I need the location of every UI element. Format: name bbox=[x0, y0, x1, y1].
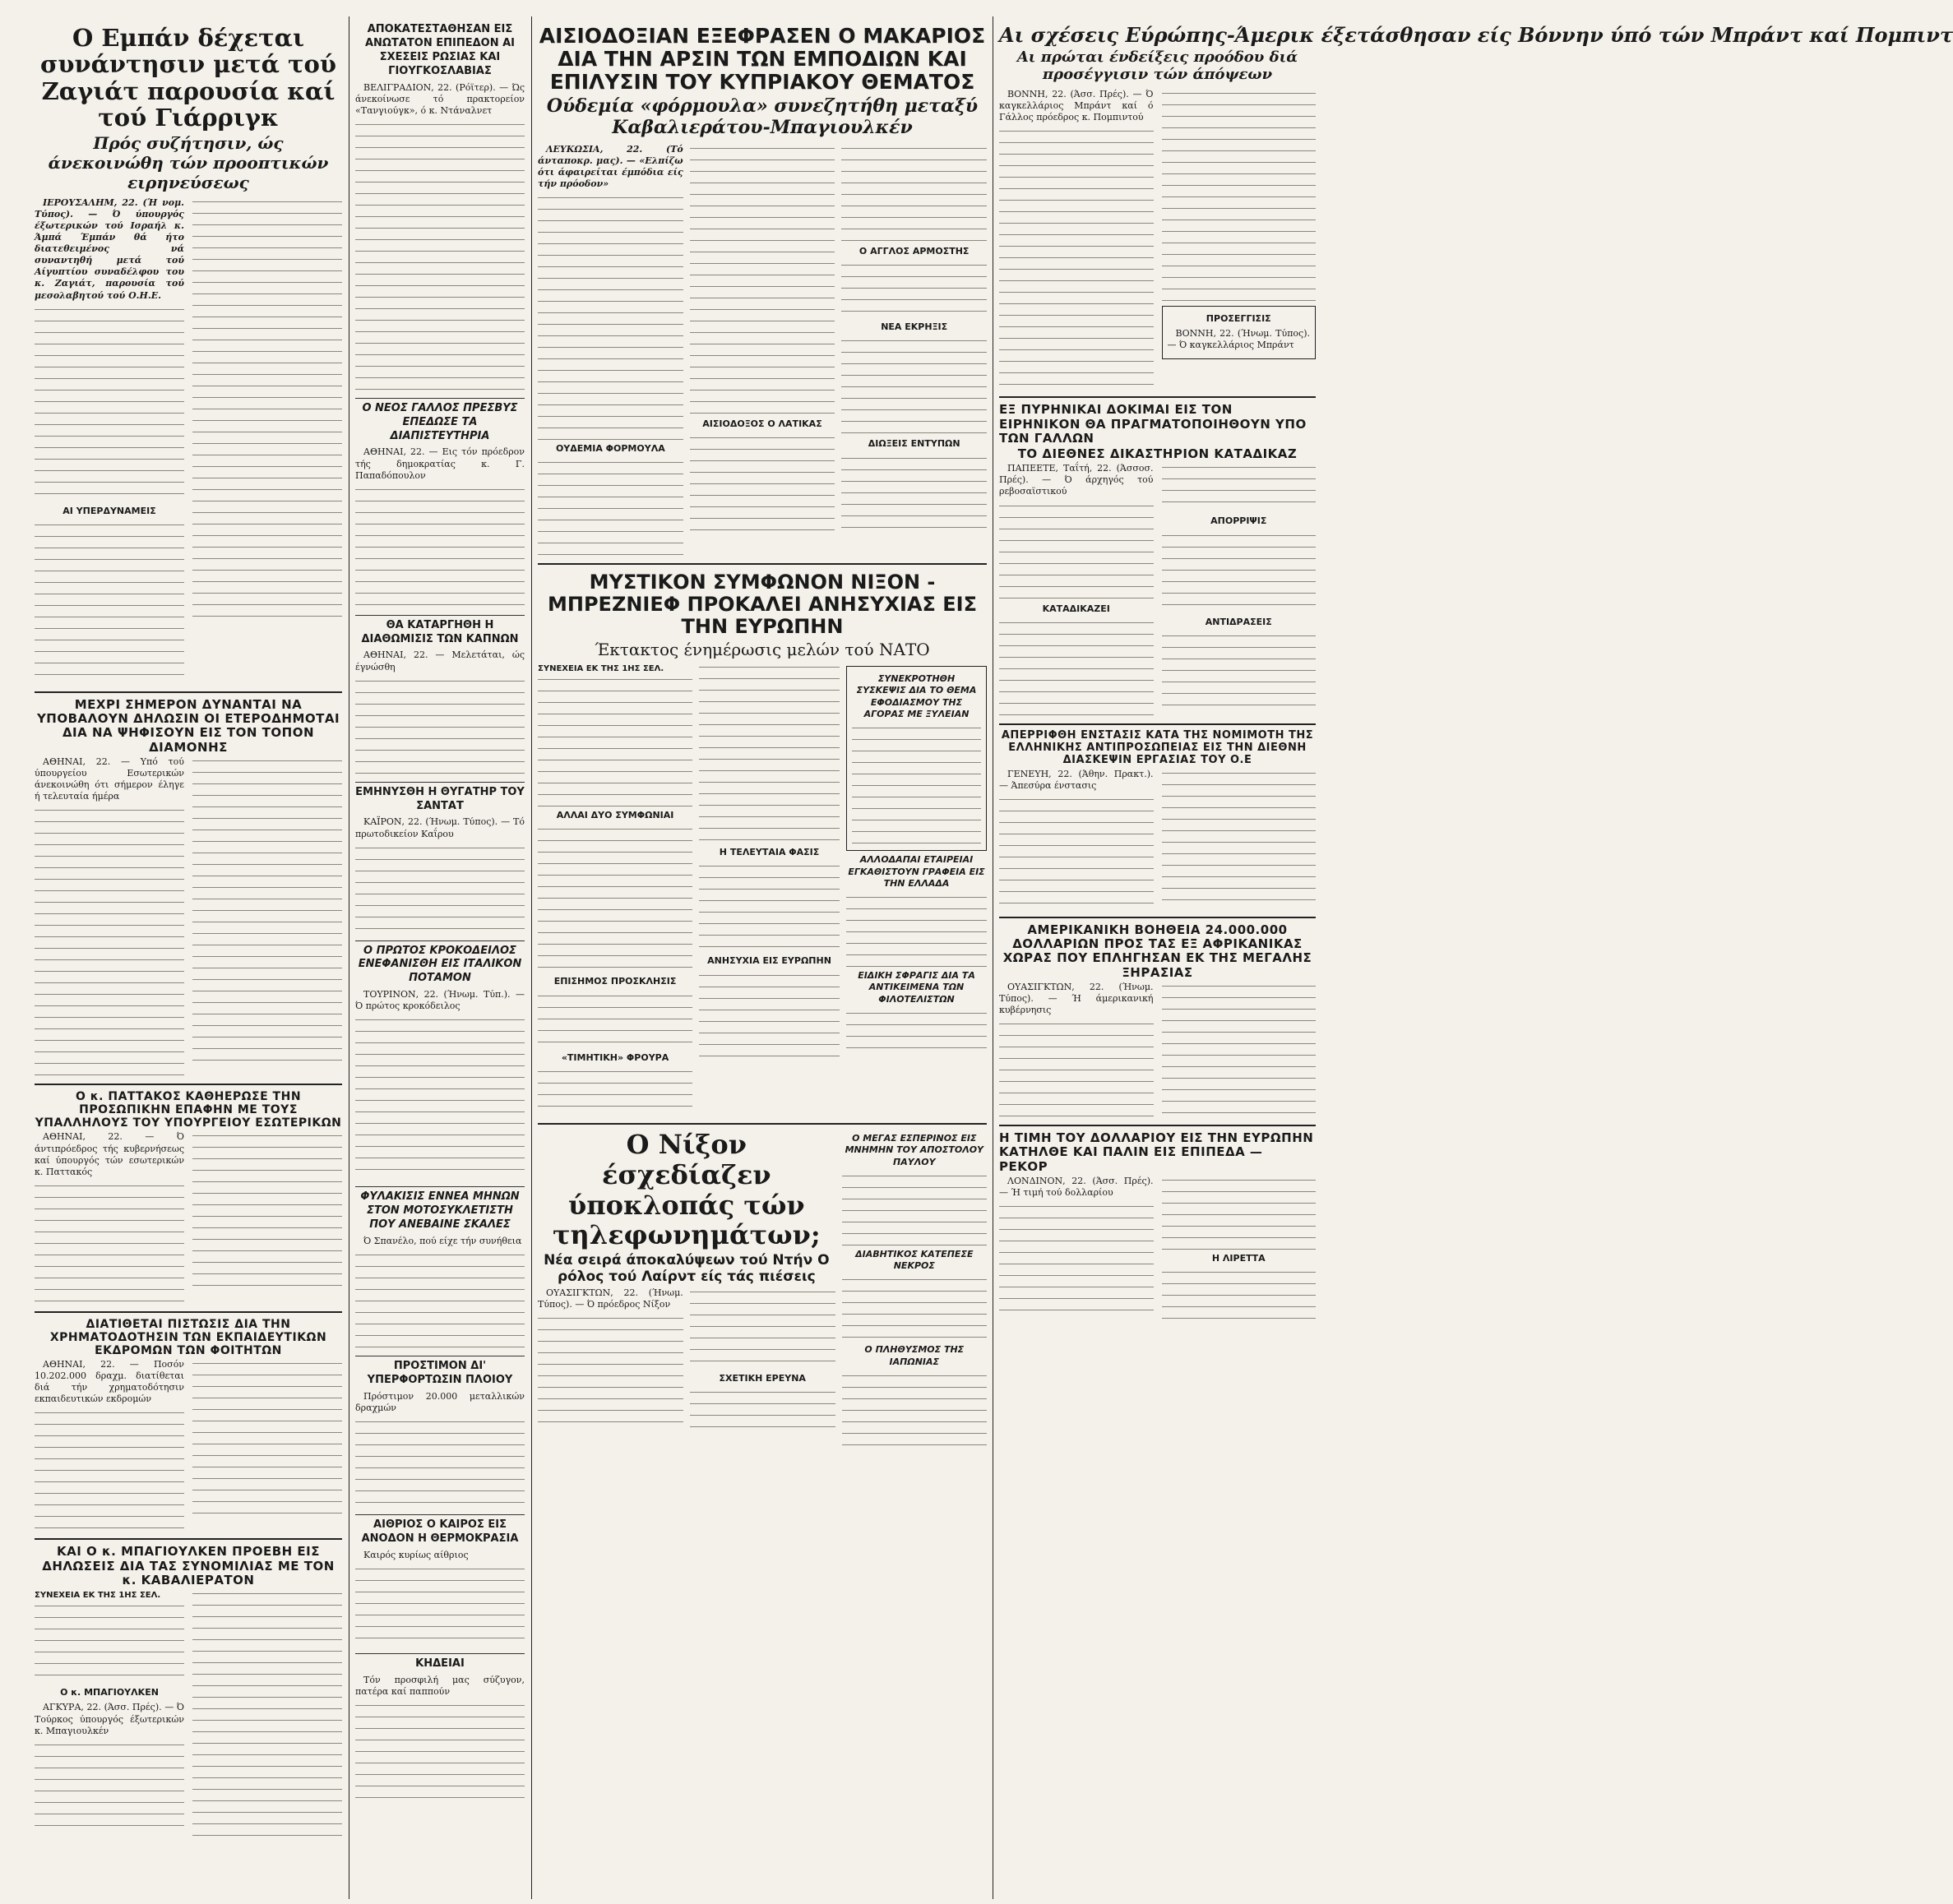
story-europe-america bbox=[999, 23, 1953, 390]
subheadline: Ούδεμία «φόρμουλα» συνεζητήθη μεταξύ Καβαλιεράτου-Μπαγιουλκέν bbox=[546, 95, 979, 139]
body-text bbox=[842, 1172, 987, 1245]
section-head: ΚΑΤΑΔΙΚΑΖΕΙ bbox=[1042, 603, 1110, 614]
body-text bbox=[538, 1067, 692, 1116]
body-text bbox=[538, 1314, 683, 1429]
section-head: ΣΧΕΤΙΚΗ ΕΡΕΥΝΑ bbox=[719, 1372, 806, 1384]
section-head: ΑΙΣΙΟΔΟΞΟΣ Ο ΛΑΤΙΚΑΣ bbox=[702, 418, 822, 429]
column-rule bbox=[531, 16, 532, 1899]
headline: ΘΑ ΚΑΤΑΡΓΗΘΗ Η ΔΙΑΘΩΜΙΣΙΣ ΤΩΝ ΚΑΠΝΩΝ bbox=[361, 618, 519, 645]
headline: Ο ΠΡΩΤΟΣ ΚΡΟΚΟΔΕΙΛΟΣ ΕΝΕΦΑΝΙΣΘΗ ΕΙΣ ΙΤΑΛΙΚΟΝ ΠΟΤΑΜΟΝ bbox=[358, 944, 522, 985]
dateline: ΛΕΥΚΩΣΙΑ, 22. (Τό άνταποκρ. μας). — «Ελπίζω ότι άφαιρείται έμπόδια είς τήν πρόοδον» bbox=[538, 143, 683, 190]
section-head: Ο ΑΓΓΛΟΣ ΑΡΜΟΣΤΗΣ bbox=[858, 245, 970, 256]
headline: ΑΠΕΡΡΙΦΘΗ ΕΝΣΤΑΣΙΣ ΚΑΤΑ ΤΗΣ ΝΟΜΙΜΟΤΗ ΤΗΣ ΕΛΛΗΝΙΚΗΣ ΑΝΤΙΠΡΟΣΩΠΕΙΑΣ ΕΙΣ ΤΗΝ ΔΙΕΘΝΗ ΔΙΑΣΚΕΨΙΝ ΕΡΓΑΣΙΑΣ ΤΟΥ Ο.Ε bbox=[1001, 728, 1314, 766]
body-text bbox=[35, 1601, 184, 1684]
story-russia-yugoslavia bbox=[355, 23, 525, 391]
section-head: ΕΠΙΣΗΜΟΣ ΠΡΟΣΚΛΗΣΙΣ bbox=[553, 976, 677, 987]
section-head: ΑΠΟΡΡΙΨΙΣ bbox=[1210, 515, 1267, 527]
body-text bbox=[192, 1359, 342, 1515]
headline: ΚΑΙ Ο κ. ΜΠΑΓΙΟΥΛΚΕΝ ΠΡΟΕΒΗ ΕΙΣ ΔΗΛΩΣΕΙΣ ΔΙΑ ΤΑΣ ΣΥΝΟΜΙΛΙΑΣ ΜΕ ΤΟΝ κ. ΚΑΒΑΛΙΕΡΑΤΟΝ bbox=[42, 1544, 335, 1587]
body-text bbox=[1162, 1176, 1317, 1250]
body-text bbox=[690, 433, 835, 532]
dateline: Ό Σπανέλο, πού είχε τήν συνήθεια bbox=[363, 1236, 522, 1247]
dateline: ΒΟΝΝΗ, 22. (Άσσ. Πρές). — Ό καγκελλάριος Μπράντ καί ό Γάλλος πρόεδρος κ. Πομπιντού bbox=[999, 89, 1154, 123]
body-text bbox=[846, 1009, 987, 1058]
body-text bbox=[842, 1371, 987, 1445]
body-text bbox=[999, 1019, 1154, 1118]
headline: ΣΥΝΕΚΡΟΤΗΘΗ ΣΥΣΚΕΨΙΣ ΔΙΑ ΤΟ ΘΕΜΑ ΕΦΟΔΙΑΣΜΟΥ ΤΗΣ ΑΓΟΡΑΣ ΜΕ ΞΥΛΕΙΑΝ bbox=[856, 673, 977, 719]
dateline: ΑΘΗΝΑΙ, 22. — Εις τόν πρόεδρον τής δημοκρατίας κ. Γ. Παπαδόπουλον bbox=[355, 446, 525, 481]
headline: ΠΡΟΣΕΓΓΙΣΙΣ bbox=[1206, 313, 1271, 325]
headline: Η ΤΙΜΗ ΤΟΥ ΔΟΛΛΑΡΙΟΥ ΕΙΣ ΤΗΝ ΕΥΡΩΠΗΝ ΚΑΤΗΛΘΕ ΚΑΙ ΠΑΛΙΝ ΕΙΣ ΕΠΙΠΕΔΑ — ΡΕΚΟΡ bbox=[999, 1130, 1314, 1174]
story-dollar bbox=[999, 1131, 1316, 1325]
column-right bbox=[999, 0, 1953, 1904]
subheadline: Πρός συζήτησιν, ώς άνεκοινώθη τών προοπτικών ειρηνεύσεως bbox=[48, 132, 329, 192]
body-text bbox=[35, 1740, 184, 1831]
body-text bbox=[35, 1181, 184, 1305]
dateline: Πρόστιμον 20.000 μεταλλικών δραχμών bbox=[355, 1390, 525, 1414]
headline: Αι σχέσεις Εύρώπης-Άμερικ έξετάσθησαν είς Βόννην ύπό τών Μπράντ καί Πομπιντ bbox=[999, 23, 1953, 47]
body-text bbox=[1162, 1268, 1317, 1325]
story-ship-fine bbox=[355, 1360, 525, 1508]
box-approach bbox=[1162, 306, 1317, 358]
section-head: ΔΙΑΒΗΤΙΚΟΣ ΚΑΤΕΠΕΣΕ ΝΕΚΡΟΣ bbox=[855, 1248, 974, 1272]
body-text bbox=[999, 501, 1154, 600]
body-text bbox=[35, 305, 184, 502]
dateline: ΑΘΗΝΑΙ, 22. — Ό άντιπρόεδρος τής κυβερνήσεως καί ύπουργός τών εσωτερικών κ. Παττακός bbox=[35, 1131, 184, 1177]
section-head: Ο ΜΕΓΑΣ ΕΣΠΕΡΙΝΟΣ ΕΙΣ ΜΝΗΜΗΝ ΤΟΥ ΑΠΟΣΤΟΛΟΥ ΠΑΥΛΟΥ bbox=[845, 1132, 984, 1167]
subheadline: Έκτακτος ένημέρωσις μελών τού ΝΑΤΟ bbox=[595, 640, 930, 660]
body-text bbox=[999, 618, 1154, 717]
section-head: ΔΙΩΞΕΙΣ ΕΝΤΥΠΩΝ bbox=[868, 438, 960, 450]
continuation-note: ΣΥΝΕΧΕΙΑ ΕΚ ΤΗΣ 1ΗΣ ΣΕΛ. bbox=[538, 664, 664, 674]
section-head: ΝΕΑ ΕΚΡΗΞΙΣ bbox=[881, 321, 948, 333]
body-text bbox=[1162, 769, 1317, 908]
body-text bbox=[690, 1287, 835, 1370]
body-text bbox=[690, 1388, 835, 1437]
dateline: ΛΟΝΔΙΝΟΝ, 22. (Άσσ. Πρές). — Ή τιμή τού δολλαρίου bbox=[999, 1175, 1154, 1198]
story-weather bbox=[355, 1518, 525, 1647]
body-text bbox=[35, 1408, 184, 1532]
body-text bbox=[192, 197, 342, 625]
story-bayulken bbox=[35, 1545, 342, 1836]
headline: Ο Νίξον έσχεδίαζεν ύποκλοπάς τών τηλεφωνημάτων; bbox=[552, 1128, 821, 1251]
body-text bbox=[192, 1589, 342, 1836]
body-text bbox=[1162, 89, 1317, 303]
dateline: ΟΥΑΣΙΓΚΤΩΝ, 22. (Ήνωμ. Τύπος). — Ή άμερικανική κυβέρνησις bbox=[999, 981, 1154, 1015]
body-text bbox=[355, 1701, 525, 1808]
body-text bbox=[355, 1250, 525, 1349]
body-text bbox=[699, 663, 840, 843]
headline: ΜΕΧΡΙ ΣΗΜΕΡΟΝ ΔΥΝΑΝΤΑΙ ΝΑ ΥΠΟΒΑΛΟΥΝ ΔΗΛΩΣΙΝ ΟΙ ΕΤΕΡΟΔΗΜΟΤΑΙ ΔΙΑ ΝΑ ΨΗΦΙΣΟΥΝ ΕΙΣ ΤΟΝ ΤΟΠΟΝ ΔΙΑΜΟΝΗΣ bbox=[36, 696, 340, 755]
body-text bbox=[538, 458, 683, 557]
headline: ΑΙΣΙΟΔΟΞΙΑΝ ΕΞΕΦΡΑΣΕΝ Ο ΜΑΚΑΡΙΟΣ ΔΙΑ ΤΗΝ ΑΡΣΙΝ ΤΩΝ ΕΜΠΟΔΙΩΝ ΚΑΙ ΕΠΙΛΥΣΙΝ ΤΟΥ ΚΥΠΡΙΑΚΟΥ ΘΕΜΑΤΟΣ bbox=[539, 24, 986, 94]
dateline: ΤΟΥΡΙΝΟΝ, 22. (Ήνωμ. Τύπ.). — Ό πρώτος κροκόδειλος bbox=[355, 989, 525, 1012]
column-brief-news bbox=[355, 0, 525, 1904]
section-head: «ΤΙΜΗΤΙΚΗ» ΦΡΟΥΡΑ bbox=[561, 1051, 669, 1063]
dateline: Τόν προσφιλή μας σύζυγον, πατέρα καί παππούν bbox=[355, 1674, 525, 1697]
body-text bbox=[841, 144, 987, 243]
body-text bbox=[699, 862, 840, 952]
dateline: Καιρός κυρίως αίθριος bbox=[363, 1549, 469, 1560]
story-tobacco bbox=[355, 619, 525, 775]
headline: ΑΙΘΡΙΟΣ Ο ΚΑΙΡΟΣ ΕΙΣ ΑΝΟΔΟΝ Η ΘΕΡΜΟΚΡΑΣΙΑ bbox=[361, 1518, 519, 1545]
dateline: ΑΓΚΥΡΑ, 22. (Άσσ. Πρές). — Ό Τούρκος ύπουργός έξωτερικών κ. Μπαγιουλκέν bbox=[35, 1702, 184, 1736]
body-text bbox=[1162, 531, 1317, 613]
section-head: ΑΝΤΙΔΡΑΣΕΙΣ bbox=[1205, 616, 1272, 627]
story-eban bbox=[35, 25, 342, 685]
body-text bbox=[1162, 982, 1317, 1113]
headline: ΠΡΟΣΤΙΜΟΝ ΔΙ' ΥΠΕΡΦΟΡΤΩΣΙΝ ΠΛΟΙΟΥ bbox=[367, 1360, 513, 1387]
story-crocodile bbox=[355, 945, 525, 1181]
subheadline: Νέα σειρά άποκαλύψεων τού Ντήν Ο ρόλος τού Λαίρντ είς τάς πιέσεις bbox=[544, 1252, 830, 1286]
dateline: ΒΕΛΙΓΡΑΔΙΟΝ, 22. (Ρόϊτερ). — Ώς άνεκοίνωσε τό πρακτορείον «Τανγιούγκ», ό κ. Ντάναλνετ bbox=[355, 81, 525, 116]
column-left bbox=[35, 0, 342, 1904]
story-makarios bbox=[538, 25, 987, 557]
body-text bbox=[355, 843, 525, 934]
dateline: ΑΘΗΝΑΙ, 22. — Υπό τού ύπουργείου Εσωτερικών άνεκοινώθη ότι σήμερον έληγε ή τελευταία ήμέρα bbox=[35, 756, 184, 802]
dateline: ΑΘΗΝΑΙ, 22. — Μελετάται, ώς έγνώσθη bbox=[355, 649, 525, 672]
section-head: ΑΙ ΥΠΕΡΔΥΝΑΜΕΙΣ bbox=[62, 505, 156, 516]
body-text bbox=[355, 1564, 525, 1647]
body-text bbox=[538, 825, 692, 973]
section-head: Η ΤΕΛΕΥΤΑΙΑ ΦΑΣΙΣ bbox=[719, 847, 820, 858]
headline: ΜΥΣΤΙΚΟΝ ΣΥΜΦΩΝΟΝ ΝΙΞΟΝ - ΜΠΡΕΖΝΙΕΦ ΠΡΟΚΑΛΕΙ ΑΝΗΣΥΧΙΑΣ ΕΙΣ ΤΗΝ ΕΥΡΩΠΗΝ bbox=[547, 571, 978, 639]
body-text bbox=[538, 675, 692, 806]
body-text bbox=[999, 795, 1154, 910]
body-text bbox=[355, 1015, 525, 1180]
body-text bbox=[999, 1202, 1154, 1317]
story-nuclear-tests bbox=[999, 403, 1316, 717]
subheadline: ΤΟ ΔΙΕΘΝΕΣ ΔΙΚΑΣΤΗΡΙΟΝ ΚΑΤΑΔΙΚΑΖ bbox=[1017, 446, 1298, 462]
body-text bbox=[355, 485, 525, 608]
headline: ΑΠΟΚΑΤΕΣΤΑΘΗΣΑΝ ΕΙΣ ΑΝΩΤΑΤΟΝ ΕΠΙΠΕΔΟΝ ΑΙ ΣΧΕΣΕΙΣ ΡΩΣΙΑΣ ΚΑΙ ΓΙΟΥΓΚΟΣΛΑΒΙΑΣ bbox=[364, 23, 516, 77]
body-text bbox=[192, 1131, 342, 1287]
body-text bbox=[842, 1275, 987, 1341]
section-head: ΑΝΗΣΥΧΙΑ ΕΙΣ ΕΥΡΩΠΗΝ bbox=[707, 955, 831, 967]
story-drought-aid bbox=[999, 923, 1316, 1118]
body-text bbox=[1162, 631, 1317, 705]
headline: ΑΜΕΡΙΚΑΝΙΚΗ ΒΟΗΘΕΙΑ 24.000.000 ΔΟΛΛΑΡΙΩΝ ΠΡΟΣ ΤΑΣ ΕΞ ΑΦΡΙΚΑΝΙΚΑΣ ΧΩΡΑΣ ΠΟΥ ΕΠΛΗΓΗΣΑΝ ΕΚ ΤΗΣ ΜΕΓΑΛΗΣ ΞΗΡΑΣΙΑΣ bbox=[1002, 922, 1312, 980]
dateline: ΠΑΠΕΕΤΕ, Ταΐτή, 22. (Άσσοσ. Πρές). — Ό άρχηγός τού ρεβοσαϊστικού bbox=[999, 463, 1154, 497]
headline: ΔΙΑΤΙΘΕΤΑΙ ΠΙΣΤΩΣΙΣ ΔΙΑ ΤΗΝ ΧΡΗΜΑΤΟΔΟΤΗΣΙΝ ΤΩΝ ΕΚΠΑΙΔΕΥΤΙΚΩΝ ΕΚΔΡΟΜΩΝ ΤΩΝ ΦΟΙΤΗΤΩΝ bbox=[49, 1317, 327, 1357]
headline: Ο ΝΕΟΣ ΓΑΛΛΟΣ ΠΡΕΣΒΥΣ ΕΠΕΔΩΣΕ ΤΑ ΔΙΑΠΙΣΤΕΥΤΗΡΙΑ bbox=[362, 401, 518, 442]
box-timber bbox=[846, 666, 987, 851]
section-head: Η ΛΙΡΕΤΤΑ bbox=[1211, 1252, 1266, 1264]
section-head: Ο κ. ΜΠΑΓΙΟΥΛΚΕΝ bbox=[60, 1687, 159, 1698]
section-head: ΕΙΔΙΚΗ ΣΦΡΑΓΙΣ ΔΙΑ ΤΑ ΑΝΤΙΚΕΙΜΕΝΑ ΤΩΝ ΦΙΛΟΤΕΛΙΣΤΩΝ bbox=[858, 970, 975, 1005]
story-funerals bbox=[355, 1657, 525, 1808]
body-text bbox=[35, 806, 184, 1077]
story-motorcyclist bbox=[355, 1190, 525, 1349]
body-text bbox=[841, 454, 987, 536]
body-text bbox=[846, 893, 987, 967]
subheadline: Αι πρώται ένδείξεις προόδου διά προσέγγισιν τών άπόψεων bbox=[1016, 48, 1298, 84]
dateline: ΟΥΑΣΙΓΚΤΩΝ, 22. (Ήνωμ. Τύπος). — Ό πρόεδρος Νίξον bbox=[538, 1287, 683, 1310]
headline: Ο Εμπάν δέχεται συνάντησιν μετά τού Ζαγιάτ παρουσία καί τού Γιάρριγκ bbox=[39, 24, 337, 132]
body-text bbox=[841, 261, 987, 318]
headline: ΚΗΔΕΙΑΙ bbox=[415, 1657, 465, 1670]
story-students bbox=[35, 1318, 342, 1532]
body-text bbox=[192, 756, 342, 1061]
headline: Ο κ. ΠΑΤΤΑΚΟΣ ΚΑΘΗΕΡΩΣΕ ΤΗΝ ΠΡΟΣΩΠΙΚΗΝ ΕΠΑΦΗΝ ΜΕ ΤΟΥΣ ΥΠΑΛΛΗΛΟΥΣ ΤΟΥ ΥΠΟΥΡΓΕΙΟΥ ΕΣΩΤΕΡΙΚΩΝ bbox=[35, 1090, 342, 1130]
body-text bbox=[355, 120, 525, 391]
story-nixon-brezhnev bbox=[538, 571, 987, 1116]
body-text bbox=[35, 520, 184, 685]
section-head: ΑΛΛΟΔΑΠΑΙ ΕΤΑΙΡΕΙΑΙ ΕΓΚΑΘΙΣΤΟΥΝ ΓΡΑΦΕΙΑ ΕΙΣ ΤΗΝ ΕΛΛΑΔΑ bbox=[848, 854, 985, 889]
story-voters bbox=[35, 698, 342, 1077]
body-text bbox=[538, 991, 692, 1049]
dateline: ΑΘΗΝΑΙ, 22. — Ποσόν 10.202.000 δραχμ. διατίθεται διά τήν χρηματοδότησιν εκπαιδευτικών εκδρομών bbox=[35, 1359, 184, 1405]
body-text bbox=[841, 336, 987, 435]
dateline: ΚΑΪΡΟΝ, 22. (Ήνωμ. Τύπος). — Τό πρωτοδικείον Καΐρου bbox=[355, 816, 525, 839]
body-text bbox=[1162, 463, 1317, 512]
column-main bbox=[538, 0, 987, 1904]
story-french-ambassador bbox=[355, 402, 525, 608]
body-text bbox=[355, 1417, 525, 1508]
body-text bbox=[999, 127, 1154, 390]
headline: ΦΥΛΑΚΙΣΙΣ ΕΝΝΕΑ ΜΗΝΩΝ ΣΤΟΝ ΜΟΤΟΣΥΚΛΕΤΙΣΤΗ ΠΟΥ ΑΝΕΒΑΙΝΕ ΣΚΑΛΕΣ bbox=[360, 1190, 520, 1232]
dateline: ΓΕΝΕΥΗ, 22. (Άθην. Πρακτ.). — Άπεσύρα ένστασις bbox=[999, 768, 1154, 791]
story-pattakos bbox=[35, 1090, 342, 1305]
dateline: ΒΟΝΝΗ, 22. (Ήνωμ. Τύπος). — Ό καγκελλάριος Μπράντ bbox=[1167, 328, 1310, 351]
body-text bbox=[355, 677, 525, 775]
headline: ΕΞ ΠΥΡΗΝΙΚΑΙ ΔΟΚΙΜΑΙ ΕΙΣ ΤΟΝ ΕΙΡΗΝΙΚΟΝ ΘΑ ΠΡΑΓΜΑΤΟΠΟΙΗΘΟΥΝ ΥΠΟ ΤΩΝ ΓΑΛΛΩΝ bbox=[999, 402, 1307, 446]
section-head: ΟΥΔΕΜΙΑ ΦΟΡΜΟΥΛΑ bbox=[555, 443, 665, 455]
body-text bbox=[699, 971, 840, 1061]
body-text bbox=[690, 144, 835, 415]
section-head: Ο ΠΛΗΘΥΣΜΟΣ ΤΗΣ ΙΑΠΩΝΙΑΣ bbox=[864, 1344, 965, 1367]
story-wiretap bbox=[538, 1130, 987, 1445]
story-ilo-objection bbox=[999, 730, 1316, 910]
story-sadat-daughter bbox=[355, 786, 525, 934]
continuation-note: ΣΥΝΕΧΕΙΑ ΕΚ ΤΗΣ 1ΗΣ ΣΕΛ. bbox=[35, 1591, 161, 1601]
body-text bbox=[852, 723, 981, 847]
dateline: ΙΕΡΟΥΣΑΛΗΜ, 22. (Ή νομ. Τύπος). — Ό ύπουργός έξωτερικών τού Ισραήλ κ. Άμπά Έμπάν θά ήτο διατεθειμένος νά συναντηθή μετά τού Αίγυπτίου συναδέλφου του κ. Ζαγιάτ, παρουσία τού μεσολαβητού τού Ο.Η.Ε. bbox=[35, 196, 184, 301]
headline: ΕΜΗΝΥΣΘΗ Η ΘΥΓΑΤΗΡ ΤΟΥ ΣΑΝΤΑΤ bbox=[355, 785, 525, 812]
section-head: ΑΛΛΑΙ ΔΥΟ ΣΥΜΦΩΝΙΑΙ bbox=[556, 810, 674, 821]
body-text bbox=[538, 193, 683, 440]
